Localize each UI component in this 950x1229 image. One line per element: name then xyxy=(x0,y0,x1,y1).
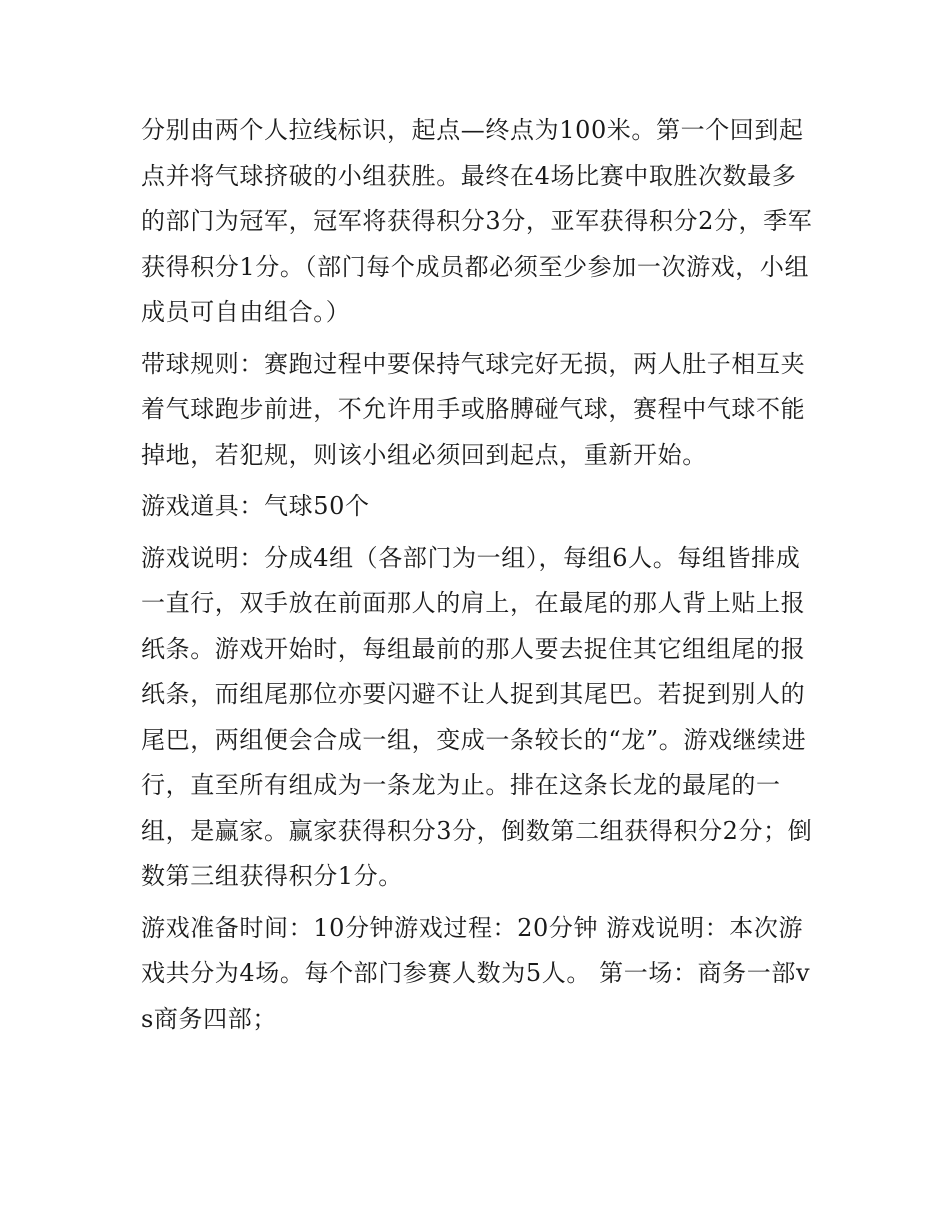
paragraph-dragon-game: 游戏说明：分成4组（各部门为一组），每组6人。每组皆排成一直行，双手放在前面那人的肩上，在最尾的那人背上贴上报纸条。游戏开始时，每组最前的那人要去捉住其它组组尾的报纸条，而组尾那位亦要闪避不让人捉到其尾巴。若捉到别人的尾巴，两组便会合成一组，变成一条较长的“龙”。游戏继续进行，直至所有组成为一条龙为止。排在这条长龙的最尾的一组，是赢家。赢家获得积分3分，倒数第二组获得积分2分；倒数第三组获得积分1分。 xyxy=(141,543,813,890)
paragraph-game-props: 游戏道具：气球50个 xyxy=(141,492,370,520)
paragraph-race-rules: 分别由两个人拉线标识，起点—终点为100米。第一个回到起点并将气球挤破的小组获胜。最终在4场比赛中取胜次数最多的部门为冠军，冠军将获得积分3分，亚军获得积分2分，季军获得积分1分。（部门每个成员都必须至少参加一次游戏，小组成员可自由组合。） xyxy=(141,116,813,326)
document-body xyxy=(141,108,813,1048)
paragraph-schedule: 游戏准备时间：10分钟游戏过程：20分钟 游戏说明：本次游戏共分为4场。每个部门参赛人数为5人。 第一场：商务一部vs商务四部； xyxy=(141,913,811,1033)
paragraph-balloon-rules: 带球规则：赛跑过程中要保持气球完好无损，两人肚子相互夹着气球跑步前进，不允许用手或胳膊碰气球，赛程中气球不能掉地，若犯规，则该小组必须回到起点，重新开始。 xyxy=(141,349,806,469)
